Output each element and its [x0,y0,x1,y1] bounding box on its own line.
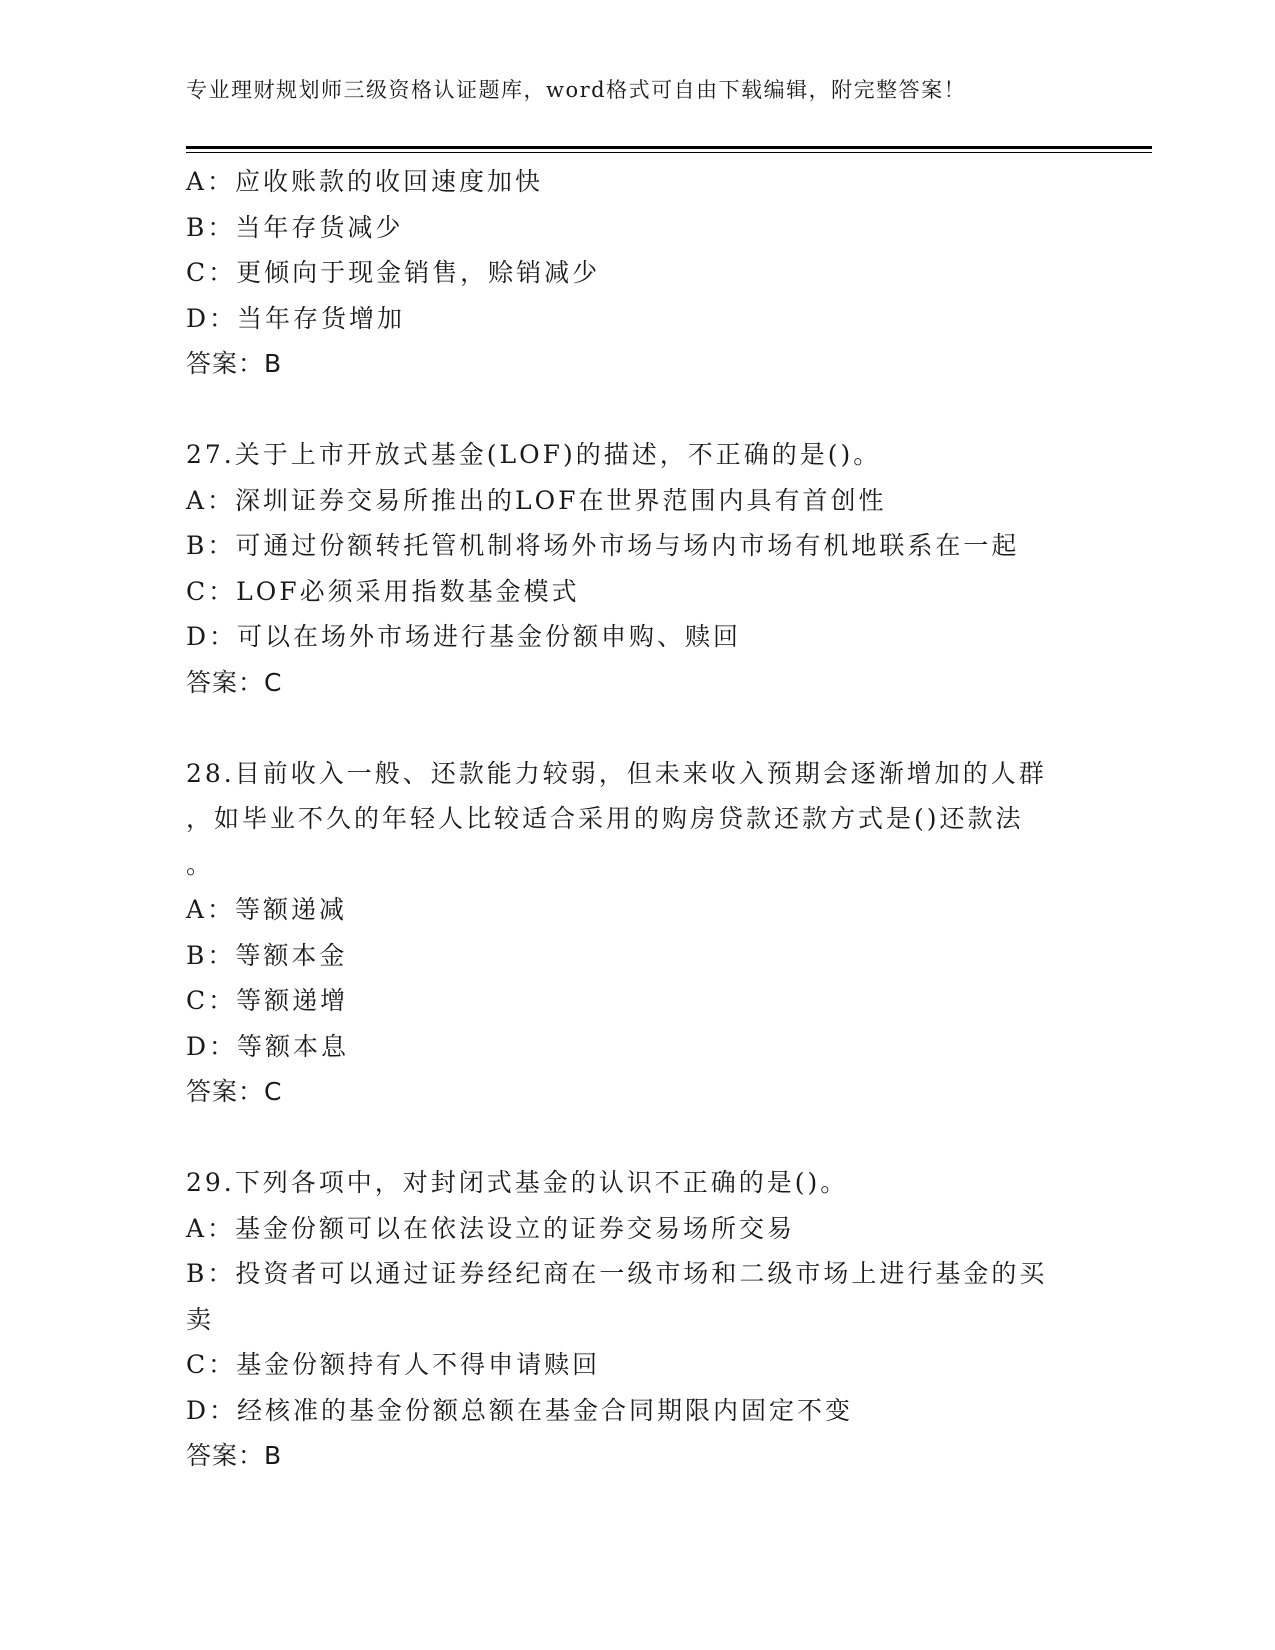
question-stem-cont: ，如毕业不久的年轻人比较适合采用的购房贷款还款方式是()还款法 [186,804,1024,833]
question-28 [186,751,1086,1115]
header-rule-thin [186,152,1152,153]
option-b-cont: 卖 [186,1304,215,1334]
page-header: 专业理财规划师三级资格认证题库，word格式可自由下载编辑，附完整答案！ [186,78,967,102]
option-c: C：基金份额持有人不得申请赎回 [186,1350,601,1379]
option-b: B：当年存货减少 [186,212,404,242]
option-a: A：等额递减 [186,895,348,924]
answer: 答案：B [186,349,283,378]
option-c: C：LOF必须采用指数基金模式 [186,576,580,606]
question-stem: 28.目前收入一般、还款能力较弱，但未来收入预期会逐渐增加的人群 [186,758,1047,788]
option-c: C：更倾向于现金销售，赊销减少 [186,258,601,287]
option-a: A：深圳证券交易所推出的LOF在世界范围内具有首创性 [186,485,887,515]
question-stem-cont: 。 [186,849,215,879]
answer: 答案：C [186,1077,283,1106]
question-29 [186,1160,1086,1479]
question-stem: 29.下列各项中，对封闭式基金的认识不正确的是()。 [186,1168,849,1197]
document-body [186,159,1086,1479]
option-b: B：等额本金 [186,940,348,970]
option-b: B：可通过份额转托管机制将场外市场与场内市场有机地联系在一起 [186,531,1020,560]
option-d: D：经核准的基金份额总额在基金合同期限内固定不变 [186,1395,854,1425]
question-26-tail [186,159,1086,387]
question-stem: 27.关于上市开放式基金(LOF)的描述，不正确的是()。 [186,440,882,469]
answer: 答案：C [186,667,283,697]
option-d: D：可以在场外市场进行基金份额申购、赎回 [186,622,742,651]
option-a: A：应收账款的收回速度加快 [186,167,544,196]
option-d: D：等额本息 [186,1031,350,1061]
option-d: D：当年存货增加 [186,303,406,333]
option-c: C：等额递增 [186,986,349,1015]
option-a: A：基金份额可以在依法设立的证券交易场所交易 [186,1213,796,1243]
question-27 [186,432,1086,705]
header-rule-thick [186,146,1152,149]
answer: 答案：B [186,1441,283,1470]
option-b: B：投资者可以通过证券经纪商在一级市场和二级市场上进行基金的买 [186,1259,1048,1288]
